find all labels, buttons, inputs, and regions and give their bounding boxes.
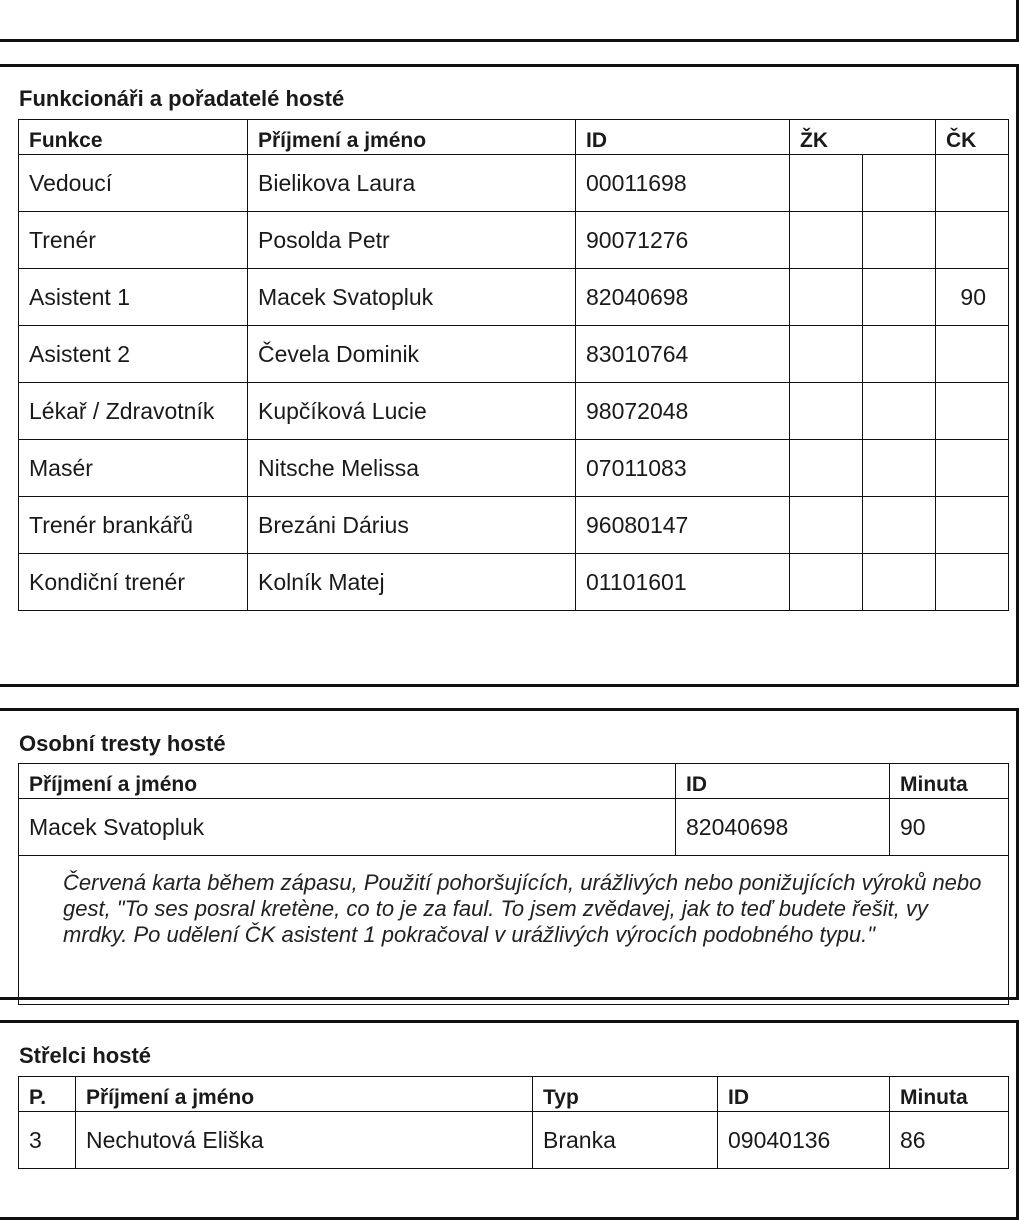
- header-jmeno: Příjmení a jméno: [248, 120, 576, 155]
- officials-title: Funkcionáři a pořadatelé hosté: [19, 86, 345, 111]
- cell-jmeno: Macek Svatopluk: [19, 799, 676, 856]
- cell-ck: [936, 155, 1009, 212]
- cell-zk-2: [863, 269, 936, 326]
- scorers-header-row: [19, 1077, 1009, 1112]
- cell-id: 83010764: [576, 326, 790, 383]
- cell-id: 82040698: [576, 269, 790, 326]
- cell-zk-2: [863, 497, 936, 554]
- cell-zk-1: [790, 269, 863, 326]
- table-row: [19, 1112, 1009, 1169]
- cell-id: 07011083: [576, 440, 790, 497]
- cell-zk-2: [863, 212, 936, 269]
- cell-funkce: Lékař / Zdravotník: [19, 383, 248, 440]
- cell-jmeno: Brezáni Dárius: [248, 497, 576, 554]
- penalties-table: [18, 763, 1009, 1005]
- table-row: [19, 326, 1009, 383]
- cell-funkce: Masér: [19, 440, 248, 497]
- cell-id: 96080147: [576, 497, 790, 554]
- cell-funkce: Asistent 2: [19, 326, 248, 383]
- cell-ck: [936, 440, 1009, 497]
- cell-zk-2: [863, 326, 936, 383]
- cell-ck: [936, 497, 1009, 554]
- cell-id: 82040698: [676, 799, 890, 856]
- cell-zk-2: [863, 440, 936, 497]
- cell-jmeno: Nechutová Eliška: [76, 1112, 533, 1169]
- cell-typ: Branka: [533, 1112, 718, 1169]
- header-minuta: Minuta: [890, 764, 1009, 799]
- table-row: [19, 554, 1009, 611]
- cell-zk-1: [790, 554, 863, 611]
- cell-zk-2: [863, 383, 936, 440]
- cell-zk-1: [790, 497, 863, 554]
- header-ck: ČK: [936, 120, 1009, 155]
- cell-ck: [936, 326, 1009, 383]
- cell-id: 98072048: [576, 383, 790, 440]
- cell-jmeno: Čevela Dominik: [248, 326, 576, 383]
- table-row: [19, 155, 1009, 212]
- header-jmeno: Příjmení a jméno: [76, 1077, 533, 1112]
- cell-zk-1: [790, 383, 863, 440]
- cell-jmeno: Bielikova Laura: [248, 155, 576, 212]
- header-p: P.: [19, 1077, 76, 1112]
- cell-zk-1: [790, 440, 863, 497]
- scorers-title: Střelci hosté: [19, 1043, 152, 1068]
- cell-zk-2: [863, 155, 936, 212]
- header-minuta: Minuta: [890, 1077, 1009, 1112]
- cell-zk-2: [863, 554, 936, 611]
- header-typ: Typ: [533, 1077, 718, 1112]
- cell-p: 3: [19, 1112, 76, 1169]
- cell-jmeno: Macek Svatopluk: [248, 269, 576, 326]
- table-row: [19, 440, 1009, 497]
- cell-minuta: 86: [890, 1112, 1009, 1169]
- cell-zk-1: [790, 326, 863, 383]
- table-row: [19, 212, 1009, 269]
- header-zk: ŽK: [790, 120, 936, 155]
- cell-funkce: Vedoucí: [19, 155, 248, 212]
- cell-id: 01101601: [576, 554, 790, 611]
- cell-funkce: Trenér: [19, 212, 248, 269]
- cell-ck: [936, 554, 1009, 611]
- officials-table: [18, 119, 1009, 611]
- cell-ck: [936, 212, 1009, 269]
- header-id: ID: [718, 1077, 890, 1112]
- table-row: [19, 383, 1009, 440]
- officials-header-row: [19, 120, 1009, 155]
- header-funkce: Funkce: [19, 120, 248, 155]
- cell-minuta: 90: [890, 799, 1009, 856]
- table-row: [19, 799, 1009, 856]
- cell-funkce: Kondiční trenér: [19, 554, 248, 611]
- cell-id: 09040136: [718, 1112, 890, 1169]
- header-id: ID: [676, 764, 890, 799]
- penalty-note: Červená karta během zápasu, Použití pohoršujících, urážlivých nebo ponižujících výroků nebo gest, "To ses posral kretène, co to je za faul. To jsem zvědavej, jak to teď budete řešit, vy mrdky. Po udělení ČK asistent 1 pokračoval v urážlivých výrocích podobného typu.": [19, 856, 1009, 1005]
- header-jmeno: Příjmení a jméno: [19, 764, 676, 799]
- cell-funkce: Trenér brankářů: [19, 497, 248, 554]
- cell-ck: 90: [936, 269, 1009, 326]
- penalties-title: Osobní tresty hosté: [19, 731, 226, 756]
- cell-id: 00011698: [576, 155, 790, 212]
- header-id: ID: [576, 120, 790, 155]
- cell-ck: [936, 383, 1009, 440]
- table-row: [19, 497, 1009, 554]
- cell-jmeno: Nitsche Melissa: [248, 440, 576, 497]
- cell-jmeno: Kolník Matej: [248, 554, 576, 611]
- cell-id: 90071276: [576, 212, 790, 269]
- cell-jmeno: Kupčíková Lucie: [248, 383, 576, 440]
- penalties-header-row: [19, 764, 1009, 799]
- cell-jmeno: Posolda Petr: [248, 212, 576, 269]
- cell-funkce: Asistent 1: [19, 269, 248, 326]
- cell-zk-1: [790, 212, 863, 269]
- scorers-table: [18, 1076, 1009, 1169]
- cell-zk-1: [790, 155, 863, 212]
- previous-section-box: [0, 0, 1019, 42]
- penalty-note-row: [19, 856, 1009, 1005]
- table-row: [19, 269, 1009, 326]
